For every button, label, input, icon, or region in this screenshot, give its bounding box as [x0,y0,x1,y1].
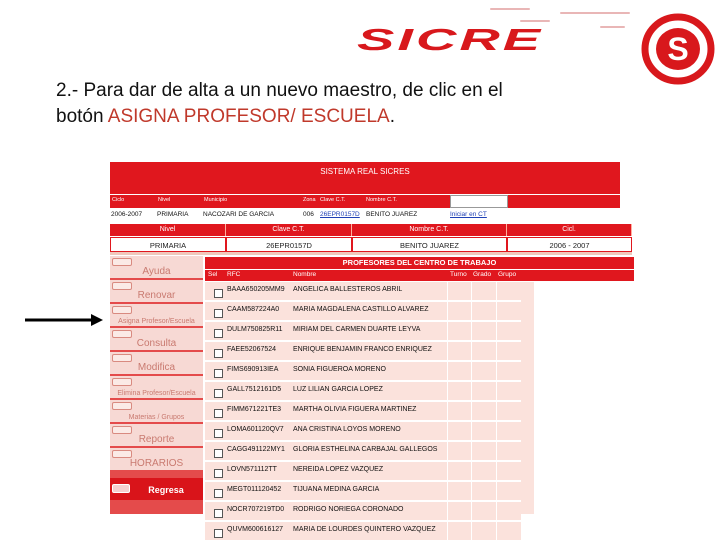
label-municipio: Municipio [204,197,228,203]
app-window [110,162,634,533]
select-checkbox[interactable] [214,409,223,418]
table-row [205,442,521,461]
cell-nombre: NEREIDA LOPEZ VAZQUEZ [293,466,384,473]
cell-nombre: ANA CRISTINA LOYOS MORENO [293,426,401,433]
cell-empty [447,282,471,301]
cell-empty [447,502,471,521]
cell-empty [447,522,471,541]
arrow-icon [25,312,105,328]
cell-empty [471,442,495,461]
cell-nombre: RODRIGO NORIEGA CORONADO [293,506,404,513]
cell-empty [496,502,520,521]
cell-empty [496,362,520,381]
cell-empty [447,322,471,341]
info-table-values [110,237,632,252]
cell-empty [447,442,471,461]
sidebar-item-materias-grupos[interactable] [110,400,203,423]
column-header-sel: Sel [208,271,218,278]
cell-rfc: CAGG491122MY1 [227,446,285,453]
heading-suffix: . [389,106,395,127]
value-clave-link[interactable]: 26EPR0157D [320,211,360,218]
cell-nombre: ANGELICA BALLESTEROS ABRIL [293,286,403,293]
info-header-nivel: Nivel [110,224,226,236]
sidebar-item-label: Reporte [138,434,175,445]
sidebar-item-label: Ayuda [142,266,171,277]
cell-empty [496,462,520,481]
folder-icon [112,330,132,338]
cell-empty [471,462,495,481]
sicre-logo-icon [642,13,714,85]
sidebar-item-horarios[interactable] [110,448,203,471]
cell-empty [447,462,471,481]
info-value-nivel: PRIMARIA [110,237,226,252]
cell-empty [496,422,520,441]
cell-empty [471,482,495,501]
app-title: SISTEMA REAL SICRES [320,167,410,176]
select-checkbox[interactable] [214,429,223,438]
school-labels-row [110,195,620,208]
cell-rfc: MEGT011120452 [227,486,282,493]
sidebar-menu [110,256,203,514]
select-checkbox[interactable] [214,329,223,338]
select-checkbox[interactable] [214,449,223,458]
professors-table-header [205,270,634,281]
sidebar-item-label: Consulta [136,338,177,349]
cell-empty [447,362,471,381]
cell-empty [471,342,495,361]
cell-nombre: MARIA MAGDALENA CASTILLO ALVAREZ [293,306,429,313]
column-header-grupo: Grupo [498,271,517,278]
select-checkbox[interactable] [214,389,223,398]
folder-icon [112,426,132,434]
table-row [205,362,521,381]
sicre-logo-letter: S [667,31,689,67]
info-value-ciclo: 2006 - 2007 [507,237,632,252]
heading-highlight: ASIGNA PROFESOR/ ESCUELA [107,106,390,127]
column-header-rfc: RFC [227,271,241,278]
cell-rfc: DULM750825R11 [227,326,283,333]
cell-empty [496,482,520,501]
cell-empty [471,282,495,301]
cell-empty [471,502,495,521]
cell-empty [447,342,471,361]
column-header-nombre: Nombre [293,271,317,278]
heading-prefix: botón [56,106,108,127]
table-row [205,402,521,421]
school-values-row [110,209,620,221]
table-side-strip [521,282,534,514]
cell-rfc: NOCR707219TD0 [227,506,285,513]
select-checkbox[interactable] [214,309,223,318]
cell-empty [496,342,520,361]
cell-empty [447,422,471,441]
cell-empty [471,522,495,541]
professors-table-title: PROFESORES DEL CENTRO DE TRABAJO [205,257,634,269]
school-search-box[interactable] [450,195,508,208]
table-row [205,502,521,521]
cell-empty [496,302,520,321]
sidebar-item-elimina-profesor[interactable] [110,376,203,399]
select-checkbox[interactable] [214,289,223,298]
select-checkbox[interactable] [214,349,223,358]
sidebar-item-label: Modifica [137,362,176,373]
sidebar-item-ayuda[interactable] [110,256,203,279]
cell-empty [496,402,520,421]
cell-rfc: FAEE52067524 [227,346,277,353]
sidebar-item-renovar[interactable] [110,280,203,303]
value-ciclo: 2006-2007 [111,211,143,218]
select-checkbox[interactable] [214,469,223,478]
column-header-grado: Grado [473,271,492,278]
sidebar-item-label: Renovar [137,290,176,301]
sidebar-item-modifica[interactable] [110,352,203,375]
sidebar-item-label: HORARIOS [129,458,184,469]
iniciar-ct-link[interactable]: Iniciar en CT [450,211,487,218]
folder-icon [112,484,130,493]
sidebar-item-label: Elimina Profesor/Escuela [117,390,196,397]
table-row [205,422,521,441]
cell-empty [471,322,495,341]
folder-icon [112,450,132,458]
sidebar-item-label: Materias / Grupos [128,414,185,421]
cell-rfc: FIMS690913IEA [227,366,279,373]
sidebar-item-consulta[interactable] [110,328,203,351]
select-checkbox[interactable] [214,509,223,518]
folder-icon [112,378,132,386]
header-streak [490,8,530,10]
cell-empty [496,382,520,401]
cell-empty [496,442,520,461]
value-zona: 006 [303,211,314,218]
cell-rfc: LOVN571112TT [227,466,277,473]
cell-empty [447,302,471,321]
folder-icon [112,402,132,410]
app-title-bar [110,162,620,194]
cell-nombre: MIRIAM DEL CARMEN DUARTE LEYVA [293,326,421,333]
info-header-nombre: Nombre C.T. [352,224,507,236]
sidebar-item-label: Asigna Profesor/Escuela [118,318,195,325]
cell-empty [447,402,471,421]
select-checkbox[interactable] [214,369,223,378]
cell-empty [471,422,495,441]
header-streak [560,12,630,14]
cell-empty [496,522,520,541]
slide-heading [56,78,696,130]
cell-empty [471,402,495,421]
folder-icon [112,258,132,266]
label-nivel: Nivel [158,197,171,203]
sidebar-item-asigna-profesor[interactable] [110,304,203,327]
column-header-turno: Turno [450,271,467,278]
table-row [205,302,521,321]
table-row [205,282,521,301]
label-clave: Clave C.T. [320,197,346,203]
folder-icon [112,306,132,314]
divider-bar [110,252,632,255]
label-nombre: Nombre C.T. [366,197,397,203]
cell-empty [471,382,495,401]
sicre-logo: SICRE [357,21,544,57]
table-row [205,322,521,341]
value-nivel: PRIMARIA [157,211,189,218]
sidebar-item-reporte[interactable] [110,424,203,447]
header-streak [600,26,625,28]
cell-nombre: ENRIQUE BENJAMIN FRANCO ENRIQUEZ [293,346,432,353]
cell-nombre: LUZ LILIAN GARCIA LOPEZ [293,386,383,393]
cell-empty [471,302,495,321]
cell-empty [447,482,471,501]
cell-empty [496,282,520,301]
table-row [205,382,521,401]
label-zona: Zona [303,197,316,203]
folder-icon [112,282,132,290]
cell-rfc: QUVM600616127 [227,526,284,533]
cell-rfc: LOMA601120QV7 [227,426,284,433]
heading-line-1: 2.- Para dar de alta a un nuevo maestro, de clic en el [56,80,503,101]
cell-nombre: SONIA FIGUEROA MORENO [293,366,386,373]
cell-empty [496,322,520,341]
cell-nombre: TIJUANA MEDINA GARCIA [293,486,380,493]
table-row [205,462,521,481]
cell-nombre: MARIA DE LOURDES QUINTERO VAZQUEZ [293,526,436,533]
cell-empty [471,362,495,381]
sidebar-item-regresa[interactable] [110,478,203,501]
professors-table-body [205,282,634,533]
label-ciclo: Ciclo [112,197,125,203]
cell-nombre: GLORIA ESTHELINA CARBAJAL GALLEGOS [293,446,438,453]
info-header-ciclo: Cicl. [507,224,632,236]
info-value-clave: 26EPR0157D [226,237,352,252]
cell-empty [447,382,471,401]
value-municipio: NACOZARI DE GARCIA [203,211,275,218]
table-row [205,482,521,501]
select-checkbox[interactable] [214,489,223,498]
select-checkbox[interactable] [214,529,223,538]
cell-rfc: FIMM671221TE3 [227,406,282,413]
folder-icon [112,354,132,362]
heading-line-2 [56,104,696,130]
info-value-nombre: BENITO JUAREZ [352,237,507,252]
sidebar-item-label: Regresa [148,485,184,495]
cell-rfc: GALL7512161D5 [227,386,282,393]
value-nombre: BENITO JUAREZ [366,211,418,218]
cell-rfc: CAAM587224A0 [227,306,280,313]
cell-rfc: BAAA650205MM9 [227,286,285,293]
table-row [205,522,521,541]
cell-nombre: MARTHA OLIVIA FIGUERA MARTINEZ [293,406,417,413]
table-row [205,342,521,361]
info-table-header [110,224,632,236]
info-header-clave: Clave C.T. [226,224,352,236]
